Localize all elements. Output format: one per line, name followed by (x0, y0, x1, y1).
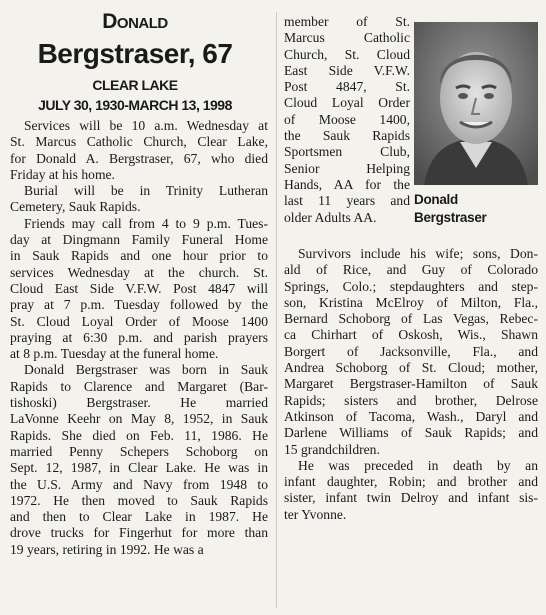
body-text-line: Burial will be in Trinity Lutheran (24, 183, 268, 199)
body-text-line: ald of Rice, and Guy of Colorado (284, 262, 538, 278)
body-text-line: Hands, AA for the (284, 176, 410, 192)
body-text-line: Cloud East Side V.F.W. Post 4847 will (10, 280, 268, 296)
obituary-body-right-column (284, 246, 538, 523)
body-text-line: Survivors include his wife; sons, Don- (298, 246, 538, 261)
body-text-line: Rapids; sisters and brother, Delrose (284, 392, 538, 408)
body-text-line: Bernard Schoborg of Las Vegas, Rebec- (284, 311, 538, 327)
headline-first-name: Donald (102, 10, 168, 33)
body-text-line: for Donald A. Bergstraser, 67, who died (10, 150, 268, 166)
body-text-line: Cloud Loyal Order (284, 95, 410, 111)
body-text-line: Rapids. She died on Feb. 11, 1986. He (10, 427, 268, 443)
portrait-image (414, 22, 538, 185)
body-text-line: Springs, Colo.; stepdaughters and step- (284, 278, 538, 294)
body-text-line: married Penny Schepers Schoborg on (10, 443, 268, 459)
column-divider (276, 12, 277, 608)
body-text-line: Donald Bergstraser was born in Sauk (24, 362, 268, 378)
body-text-line: the Sauk Rapids (284, 128, 410, 144)
body-text-line: praying at 6:30 p.m. and parish prayers (10, 329, 268, 345)
body-text-line: St. Cloud Loyal Order of Moose 1400 (10, 313, 268, 329)
body-text-line: Cemetery, Sauk Rapids. (10, 199, 141, 215)
body-text-line: 15 grandchildren. (284, 441, 380, 457)
headline-dates: JULY 30, 1930-MARCH 13, 1998 (38, 97, 232, 113)
body-text-line: of Moose 1400, (284, 111, 410, 127)
body-text-line: Atkinson of Tacoma, Wash., Daryl and (284, 408, 538, 424)
body-text-line: tishoski) Bergstraser. He married (10, 395, 268, 411)
body-text-line: infant daughter, Robin; and brother and (284, 474, 538, 490)
body-text-line: Sept. 12, 1987, in Clear Lake. He was in (10, 460, 268, 476)
obituary-body-left-column (10, 118, 268, 558)
body-text-line: Services will be 10 a.m. Wednesday at (24, 118, 268, 133)
body-text-line: East Side V.F.W. (284, 62, 410, 78)
body-text-line: at 8 p.m. Tuesday at the funeral home. (10, 346, 219, 362)
body-text-line: last 11 years and (284, 193, 410, 209)
body-text-line: member of St. (284, 14, 410, 29)
headline-last-name-age: Bergstraser, 67 (37, 38, 233, 69)
body-text-line: older Adults AA. (284, 209, 377, 225)
body-text-line: Friends may call from 4 to 9 p.m. Tues- (24, 215, 268, 231)
photo-caption-last-name: Bergstraser (414, 210, 487, 225)
body-text-line: Church, St. Cloud (284, 46, 410, 62)
body-text-line: the U.S. Army and Navy from 1948 to (10, 476, 268, 492)
body-text-line: Marcus Catholic (284, 30, 410, 46)
body-text-line: day at Dingmann Family Funeral Home (10, 232, 268, 248)
body-text-line: ter Yvonne. (284, 506, 347, 522)
body-text-line: ca Chirhart of Oskosh, Wis., Shawn (284, 327, 538, 343)
body-text-line: Darlene Williams of Sauk Rapids; and (284, 425, 538, 441)
body-text-line: 1972. He then moved to Sauk Rapids (10, 492, 268, 508)
body-text-line: in Sauk Rapids and one hour prior to (10, 248, 268, 264)
body-text-line: Senior Helping (284, 160, 410, 176)
body-text-line: son, Kristina McElroy of Milton, Fla., (284, 294, 538, 310)
body-text-line: He was preceded in death by an (298, 457, 538, 473)
body-text-line: drove trucks for Fingerhut for more than (10, 525, 268, 541)
body-text-line: Andrea Schoborg of St. Cloud; mother, (284, 360, 538, 376)
body-text-line: and then to Clear Lake in 1987. He (10, 509, 268, 525)
portrait-photo (414, 22, 538, 185)
body-text-line: Post 4847, St. (284, 79, 410, 95)
body-text-line: sister, infant twin Delroy and infant sis- (284, 490, 538, 506)
body-text-line: St. Marcus Catholic Church, Clear Lake, (10, 134, 268, 150)
headline-location: CLEAR LAKE (92, 77, 178, 93)
body-text-line: services Wednesday at the church. St. (10, 264, 268, 280)
body-text-line: LaVonne Keehr on May 8, 1952, in Sauk (10, 411, 268, 427)
body-text-line: Sportsmen Club, (284, 144, 410, 160)
body-text-line: Friday at his home. (10, 166, 115, 182)
body-text-line: pray at 7 p.m. Tuesday followed by the (10, 297, 268, 313)
body-text-line: 19 years, retiring in 1992. He was a (10, 541, 204, 557)
obituary-body-middle-column (284, 14, 410, 226)
photo-caption-first-name: Donald (414, 192, 458, 207)
body-text-line: Margaret Bergstraser-Hamilton of Sauk (284, 376, 538, 392)
body-text-line: Rapids to Clarence and Margaret (Bar- (10, 378, 268, 394)
body-text-line: Borgert of Jacksonville, Fla., and (284, 343, 538, 359)
